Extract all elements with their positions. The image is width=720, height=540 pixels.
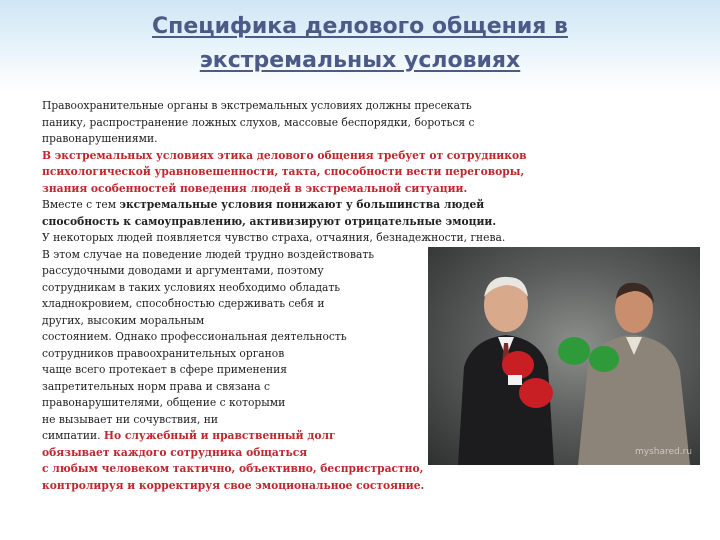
- text-line: состоянием. Однако профессиональная деятельность: [42, 330, 347, 343]
- emphasis-line: В экстремальных условиях этика делового общения требует от сотрудников: [42, 148, 527, 162]
- text-line: Правоохранительные органы в экстремальных условиях должны пресекать: [42, 99, 472, 112]
- text-line: правонарушениями.: [42, 132, 158, 145]
- text-fragment: симпатии.: [42, 429, 104, 442]
- text-line: сотрудников правоохранительных органов: [42, 346, 285, 360]
- body-text: [42, 98, 587, 494]
- bold-fragment: экстремальные условия понижают у большинства людей: [119, 198, 485, 211]
- title-line-1: Специфика делового общения в: [152, 14, 568, 39]
- text-line: запретительных норм права и связана с: [42, 379, 271, 393]
- text-line: сотрудникам в таких условиях необходимо обладать: [42, 280, 341, 294]
- text-line: [42, 428, 587, 445]
- text-line: панику, распространение ложных слухов, массовые беспорядки, бороться с: [42, 115, 475, 129]
- emphasis-fragment: Но служебный и нравственный долг: [103, 429, 336, 442]
- emphasis-line: контролируя и корректируя свое эмоциональное состояние.: [42, 478, 425, 492]
- text-line: правонарушителями, общение с которыми: [42, 396, 286, 409]
- text-line: хладнокровием, способностью сдерживать себя и: [42, 297, 325, 310]
- text-line: [42, 197, 587, 214]
- emphasis-line: знания особенностей поведения людей в экстремальной ситуации.: [42, 181, 468, 195]
- text-line: рассудочными доводами и аргументами, поэтому: [42, 264, 324, 277]
- slide-title: [80, 10, 640, 78]
- photo-watermark: myshared.ru: [634, 447, 692, 457]
- right-glove-back: [589, 346, 619, 372]
- emphasis-line: психологической уравновешенности, такта, способности вести переговоры,: [42, 165, 525, 178]
- emphasis-line: обязывает каждого сотрудника общаться: [42, 445, 308, 459]
- text-line: не вызывает ни сочувствия, ни: [42, 412, 218, 426]
- text-line: В этом случае на поведение людей трудно воздействовать: [42, 247, 375, 261]
- text-line: У некоторых людей появляется чувство страха, отчаяния, безнадежности, гнева.: [42, 231, 506, 244]
- emphasis-line: с любым человеком тактично, объективно, беспристрастно,: [42, 462, 424, 475]
- title-line-2: экстремальных условиях: [199, 48, 521, 73]
- text-line: других, высоким моральным: [42, 313, 205, 327]
- text-line: чаще всего протекает в сфере применения: [42, 363, 287, 376]
- bold-line: способность к самоуправлению, активизируют отрицательные эмоции.: [42, 214, 497, 228]
- text-fragment: Вместе с тем: [42, 198, 120, 211]
